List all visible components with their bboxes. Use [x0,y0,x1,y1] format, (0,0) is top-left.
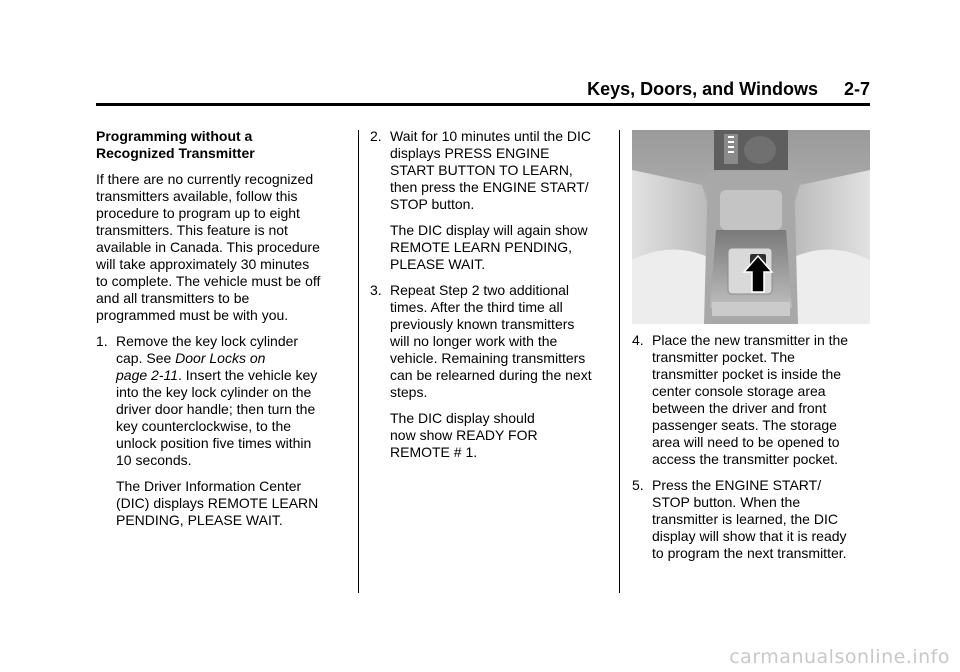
step-1: 1. Remove the key lock cylinder cap. See Door Locks on page 2-11. Insert the vehicle key into the key lock cylinder on the driver door handle; then turn the key counterclockwise, to the unlock position five times within 10 seconds. [96,333,318,468]
column-3 [632,332,882,562]
console-photo [632,130,870,324]
subheading: Programming without a Recognized Transmitter [96,128,255,161]
column-2 [370,128,616,461]
header-rule [96,103,870,106]
watermark: carmanualsonline.info [729,646,950,668]
step-5: 5. Press the ENGINE START/ STOP button. When the transmitter is learned, the DIC display will show that it is ready to program the next transmitter. [632,477,847,561]
step-2-number: 2. [370,128,382,144]
page-number: 2-7 [843,79,870,99]
step-5-number: 5. [632,477,644,493]
step-3: 3. Repeat Step 2 two additional times. After the third time all previously known transmitters will no longer work with the vehicle. Remaining transmitters can be relearned during the next steps. [370,282,592,400]
step-4: 4. Place the new transmitter in the transmitter pocket. The transmitter pocket is inside the center console storage area between the driver and front passenger seats. The storage area will need to be opened to access the transmitter pocket. [632,332,849,467]
step-2: 2. Wait for 10 minutes until the DIC displays PRESS ENGINE START BUTTON TO LEARN, then press the ENGINE START/ STOP button. [370,128,592,212]
page-header [0,78,870,100]
column-divider-left [358,130,359,593]
console-illustration [632,130,870,324]
column-divider-right [619,130,620,593]
column-1 [96,128,354,529]
step-1-number: 1. [96,333,108,349]
intro-paragraph: If there are no currently recognized transmitters available, follow this procedure to program up to eight transmitters. This feature is not available in Canada. This procedure will take approximately 30 minutes to complete. The vehicle must be off and all transmitters to be programmed must be with you. [96,171,321,323]
step-3-note: The DIC display should now show READY FOR REMOTE # 1. [390,410,538,460]
section-title: Keys, Doors, and Windows [587,79,818,99]
step-4-number: 4. [632,332,644,348]
step-2-note: The DIC display will again show REMOTE LEARN PENDING, PLEASE WAIT. [390,222,588,272]
cross-reference-link[interactable]: Door Locks on page 2-11 [116,350,266,383]
step-1-note: The Driver Information Center (DIC) displays REMOTE LEARN PENDING, PLEASE WAIT. [116,478,319,528]
step-3-number: 3. [370,282,382,298]
